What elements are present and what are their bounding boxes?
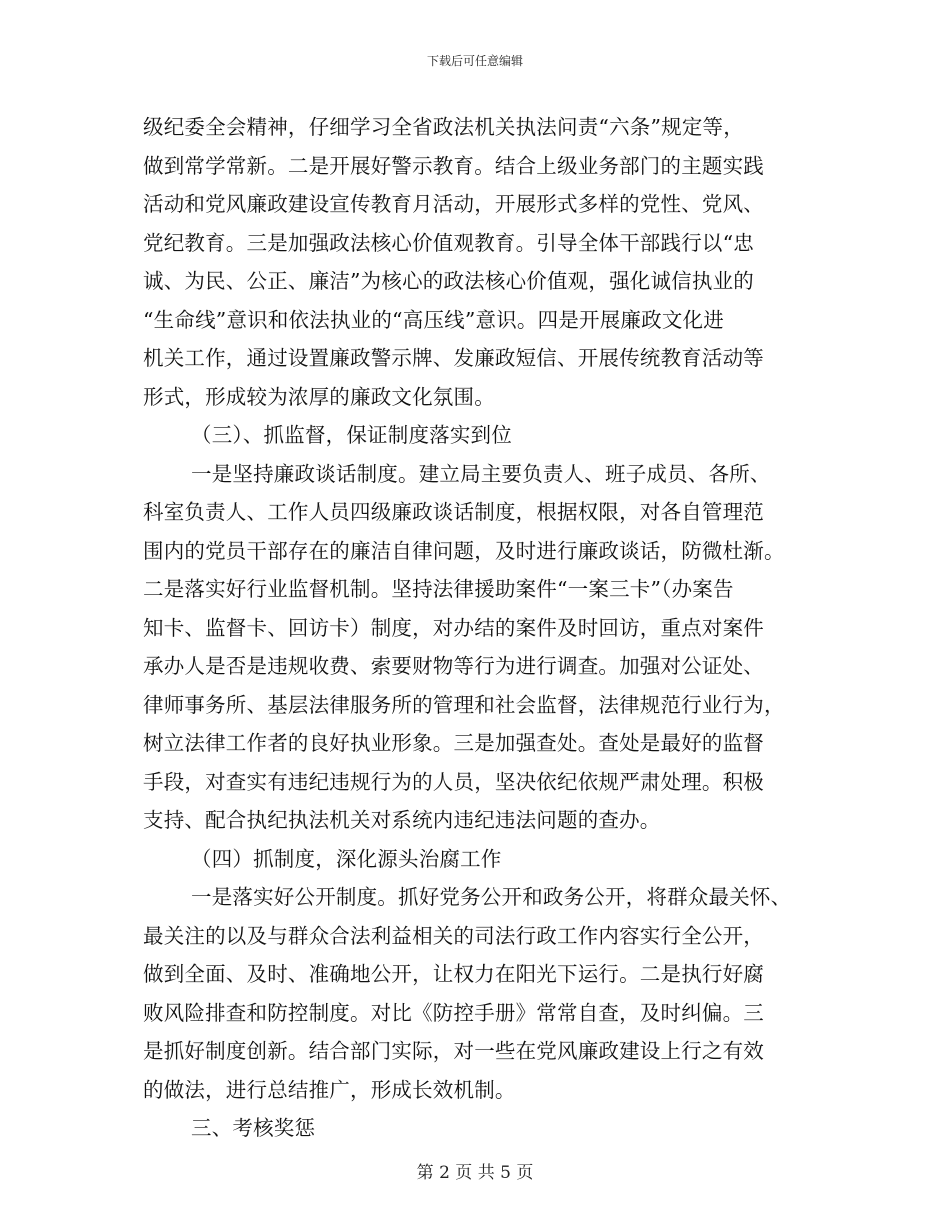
text-line: 诚、为民、公正、廉洁”为核心的政法核心价值观，强化诚信执业的 bbox=[143, 269, 754, 293]
page-number-footer: 第 2 页 共 5 页 bbox=[416, 1163, 534, 1183]
text-line: 机关工作，通过设置廉政警示牌、发廉政短信、开展传统教育活动等 bbox=[143, 346, 764, 370]
text-line: 知卡、监督卡、回访卡）制度，对办结的案件及时回访，重点对案件 bbox=[143, 615, 764, 640]
text-line: 是抓好制度创新。结合部门实际，对一些在党风廉政建设上行之有效 bbox=[143, 1039, 764, 1063]
text-line: 支持、配合执纪执法机关对系统内违纪违法问题的查办。 bbox=[143, 808, 661, 832]
text-line: 做到全面、及时、准确地公开，让权力在阳光下运行。二是执行好腐 bbox=[143, 962, 764, 986]
text-line: 党纪教育。三是加强政法核心价值观教育。引导全体干部践行以“忠 bbox=[143, 230, 754, 255]
text-line: 形式，形成较为浓厚的廉政文化氛围。 bbox=[143, 384, 495, 409]
text-line: 做到常学常新。二是开展好警示教育。结合上级业务部门的主题实践 bbox=[143, 153, 764, 178]
text-line: 手段，对查实有违纪违规行为的人员，坚决依纪依规严肃处理。积极 bbox=[143, 769, 764, 794]
text-line: “生命线”意识和依法执业的“高压线”意识。四是开展廉政文化进 bbox=[143, 307, 724, 332]
text-line: 承办人是否是违规收费、索要财物等行为进行调查。加强对公证处、 bbox=[143, 654, 764, 678]
text-line: 的做法，进行总结推广，形成长效机制。 bbox=[143, 1077, 516, 1102]
text-line: 活动和党风廉政建设宣传教育月活动，开展形式多样的党性、党风、 bbox=[143, 192, 764, 216]
text-line: 一是坚持廉政谈话制度。建立局主要负责人、班子成员、各所、 bbox=[191, 461, 771, 486]
document-body bbox=[143, 108, 811, 1148]
text-line: 最关注的以及与群众合法利益相关的司法行政工作内容实行全公开， bbox=[143, 923, 764, 948]
text-line: 律师事务所、基层法律服务所的管理和社会监督，法律规范行业行为， bbox=[143, 692, 785, 717]
text-line: 二是落实好行业监督机制。坚持法律援助案件“一案三卡”（办案告 bbox=[143, 577, 734, 601]
text-line: 级纪委全会精神，仔细学习全省政法机关执法问责“六条”规定等， bbox=[143, 115, 744, 139]
text-line: （四）抓制度，深化源头治腐工作 bbox=[191, 846, 502, 871]
text-line: 树立法律工作者的良好执业形象。三是加强查处。查处是最好的监督 bbox=[143, 731, 764, 755]
text-line: （三）、抓监督，保证制度落实到位 bbox=[191, 423, 512, 447]
text-line: 三、考核奖惩 bbox=[191, 1116, 316, 1140]
page-header: 下载后可任意编辑 bbox=[426, 54, 523, 68]
text-line: 围内的党员干部存在的廉洁自律问题，及时进行廉政谈话，防微杜渐。 bbox=[143, 538, 785, 563]
text-line: 科室负责人、工作人员四级廉政谈话制度，根据权限，对各自管理范 bbox=[143, 500, 764, 524]
text-line: 败风险排查和防控制度。对比《防控手册》常常自查，及时纠偏。三 bbox=[143, 1000, 764, 1025]
text-line: 一是落实好公开制度。抓好党务公开和政务公开，将群众最关怀、 bbox=[191, 885, 792, 909]
